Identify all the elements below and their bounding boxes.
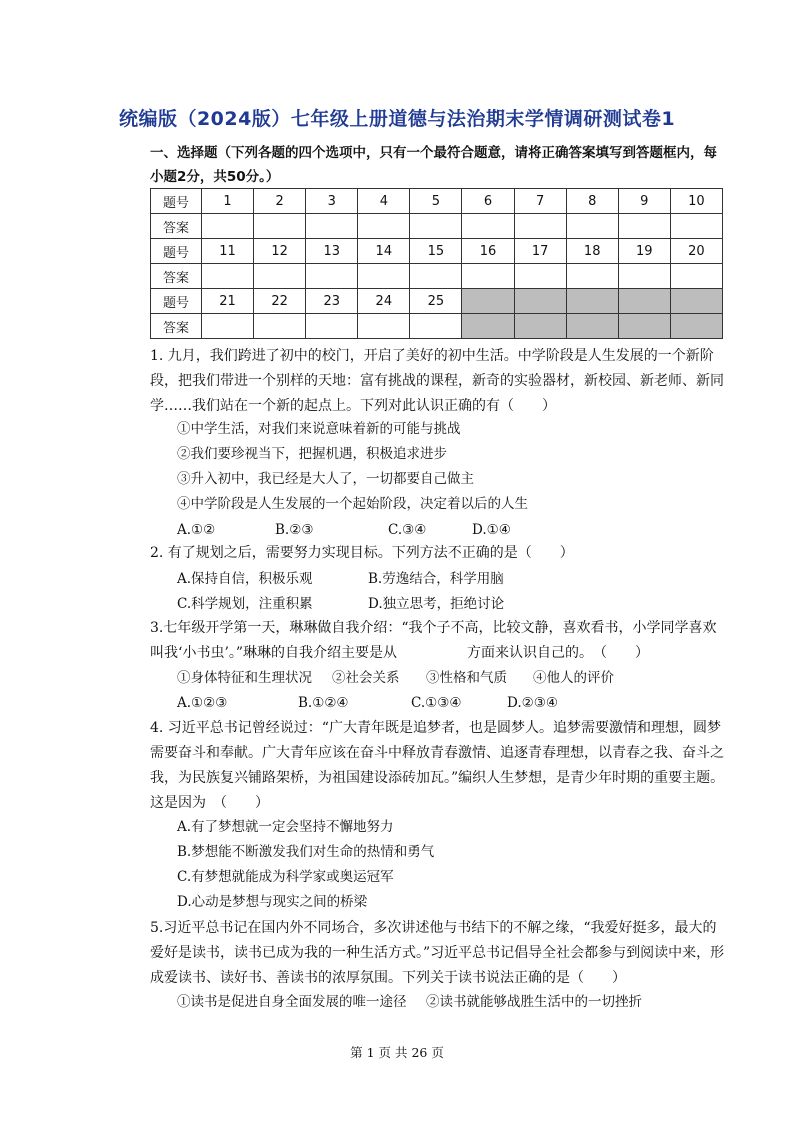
question-number-cell: 24 — [358, 289, 410, 314]
answer-cell[interactable] — [202, 264, 254, 289]
row-label-number: 题号 — [151, 189, 202, 214]
question-number-cell: 19 — [618, 239, 670, 264]
answer-cell[interactable] — [358, 314, 410, 339]
question-number-cell: 13 — [306, 239, 358, 264]
answer-cell[interactable] — [670, 314, 722, 339]
answer-cell[interactable] — [410, 264, 462, 289]
row-label-answer: 答案 — [151, 314, 202, 339]
table-row-answers — [151, 314, 723, 339]
question-number-cell: 17 — [514, 239, 566, 264]
row-label-number: 题号 — [151, 289, 202, 314]
question-number-cell: 23 — [306, 289, 358, 314]
question-number-cell: 20 — [670, 239, 722, 264]
question-5-stem: 5.习近平总书记在国内外不同场合，多次讲述他与书结下的不解之缘，“我爱好挺多，最大的爱好是读书，读书已成为我的一种生活方式。”习近平总书记倡导全社会都参与到阅读中来，形成爱读书、读好书、善读书的浓厚氛围。下列关于读书说法正确的是（ ） — [150, 920, 725, 986]
q4-choice-a: A.有了梦想就一定会坚持不懈地努力 — [177, 819, 394, 835]
q2-choice-a: A.保持自信，积极乐观 — [177, 571, 313, 587]
answer-cell[interactable] — [514, 264, 566, 289]
answer-table — [150, 188, 723, 339]
answer-cell[interactable] — [410, 214, 462, 239]
q3-choice-c: C.①③④ — [411, 695, 462, 711]
question-2-stem: 2. 有了规划之后，需要努力实现目标。下列方法不正确的是（ ） — [150, 545, 574, 561]
q3-item-1: ①身体特征和生理状况 — [177, 670, 312, 686]
q2-choice-d: D.独立思考，拒绝讨论 — [368, 596, 505, 612]
q4-choice-c: C.有梦想就能成为科学家或奥运冠军 — [177, 869, 394, 885]
question-number-cell: 18 — [566, 239, 618, 264]
question-3-stem: 3.七年级开学第一天，琳琳做自我介绍：“我个子不高，比较文静，喜欢看书，小学同学喜欢叫我‘小书虫’。”琳琳的自我介绍主要是从 方面来认识自己的。 （ ） — [150, 620, 717, 661]
answer-cell[interactable] — [202, 314, 254, 339]
answer-cell[interactable] — [358, 214, 410, 239]
q2-choice-b: B.劳逸结合，科学用脑 — [368, 571, 504, 587]
table-row-answers — [151, 214, 723, 239]
answer-cell[interactable] — [254, 314, 306, 339]
q1-choice-d: D.①④ — [472, 522, 511, 538]
question-number-cell: 2 — [254, 189, 306, 214]
question-number-cell: 1 — [202, 189, 254, 214]
table-row-numbers — [151, 189, 723, 214]
q4-choice-b: B.梦想能不断激发我们对生命的热情和勇气 — [177, 844, 435, 860]
table-row-numbers — [151, 289, 723, 314]
answer-cell[interactable] — [410, 314, 462, 339]
question-number-cell: 15 — [410, 239, 462, 264]
question-number-cell — [670, 289, 722, 314]
answer-cell[interactable] — [618, 314, 670, 339]
answer-cell[interactable] — [566, 214, 618, 239]
row-label-answer: 答案 — [151, 264, 202, 289]
question-number-cell — [618, 289, 670, 314]
q1-choice-b: B.②③ — [275, 522, 314, 538]
question-number-cell — [566, 289, 618, 314]
answer-cell[interactable] — [306, 264, 358, 289]
q1-item-3: ③升入初中，我已经是大人了，一切都要自己做主 — [177, 471, 474, 487]
answer-cell[interactable] — [514, 314, 566, 339]
answer-cell[interactable] — [358, 264, 410, 289]
question-number-cell: 10 — [670, 189, 722, 214]
question-number-cell: 6 — [462, 189, 514, 214]
question-number-cell: 5 — [410, 189, 462, 214]
question-number-cell: 3 — [306, 189, 358, 214]
answer-cell[interactable] — [306, 314, 358, 339]
q3-choice-d: D.②③④ — [507, 695, 558, 711]
answer-cell[interactable] — [462, 214, 514, 239]
q1-item-1: ①中学生活，对我们来说意味着新的可能与挑战 — [177, 421, 461, 437]
q1-choice-a: A.①② — [177, 522, 216, 538]
q1-choice-c: C.③④ — [388, 522, 427, 538]
q3-choice-a: A.①②③ — [177, 695, 228, 711]
q4-choice-d: D.心动是梦想与现实之间的桥梁 — [177, 894, 368, 910]
answer-cell[interactable] — [618, 214, 670, 239]
answer-cell[interactable] — [202, 214, 254, 239]
question-number-cell: 25 — [410, 289, 462, 314]
table-row-answers — [151, 264, 723, 289]
answer-cell[interactable] — [254, 214, 306, 239]
question-number-cell: 8 — [566, 189, 618, 214]
answer-cell[interactable] — [670, 264, 722, 289]
q1-item-4: ④中学阶段是人生发展的一个起始阶段，决定着以后的人生 — [177, 496, 528, 512]
question-number-cell: 22 — [254, 289, 306, 314]
section-heading: 一、选择题（下列各题的四个选项中，只有一个最符合题意，请将正确答案填写到答题框内，每小题2分，共50分。） — [150, 145, 717, 185]
row-label-number: 题号 — [151, 239, 202, 264]
answer-cell[interactable] — [254, 264, 306, 289]
answer-cell[interactable] — [462, 264, 514, 289]
question-number-cell: 11 — [202, 239, 254, 264]
page-title: 统编版（2024版）七年级上册道德与法治期末学情调研测试卷1 — [118, 108, 676, 130]
q2-choice-c: C.科学规划，注重积累 — [177, 596, 313, 612]
answer-cell[interactable] — [566, 314, 618, 339]
q5-item-1: ①读书是促进自身全面发展的唯一途径 — [177, 994, 407, 1010]
answer-cell[interactable] — [618, 264, 670, 289]
row-label-answer: 答案 — [151, 214, 202, 239]
answer-cell[interactable] — [462, 314, 514, 339]
question-number-cell: 12 — [254, 239, 306, 264]
answer-cell[interactable] — [566, 264, 618, 289]
q3-item-2: ②社会关系 — [332, 670, 400, 686]
question-1-stem: 1. 九月，我们跨进了初中的校门，开启了美好的初中生活。中学阶段是人生发展的一个新阶段，把我们带进一个别样的天地：富有挑战的课程，新奇的实验器材，新校园、新老师、新同学……我们站在一个新的起点上。下列对此认识正确的有（ ） — [150, 348, 724, 414]
q5-item-2: ②读书就能够战胜生活中的一切挫折 — [426, 994, 642, 1010]
q1-item-2: ②我们要珍视当下，把握机遇，积极追求进步 — [177, 446, 447, 462]
question-number-cell: 4 — [358, 189, 410, 214]
answer-cell[interactable] — [670, 214, 722, 239]
q3-item-4: ④他人的评价 — [533, 670, 614, 686]
answer-cell[interactable] — [514, 214, 566, 239]
question-number-cell: 16 — [462, 239, 514, 264]
table-row-numbers — [151, 239, 723, 264]
answer-cell[interactable] — [306, 214, 358, 239]
question-number-cell: 9 — [618, 189, 670, 214]
question-number-cell: 21 — [202, 289, 254, 314]
question-4-stem: 4. 习近平总书记曾经说过：“广大青年既是追梦者，也是圆梦人。追梦需要激情和理想，圆梦需要奋斗和奉献。广大青年应该在奋斗中释放青春激情、追逐青春理想，以青春之我、奋斗之我，为民族复兴铺路架桥，为祖国建设添砖加瓦。”编织人生梦想，是青少年时期的重要主题。这是因为 （ ） — [150, 720, 725, 811]
q3-item-3: ③性格和气质 — [426, 670, 507, 686]
page-footer: 第 1 页 共 26 页 — [350, 1045, 444, 1060]
q3-choice-b: B.①②④ — [298, 695, 349, 711]
question-number-cell — [462, 289, 514, 314]
question-number-cell — [514, 289, 566, 314]
question-number-cell: 7 — [514, 189, 566, 214]
question-number-cell: 14 — [358, 239, 410, 264]
